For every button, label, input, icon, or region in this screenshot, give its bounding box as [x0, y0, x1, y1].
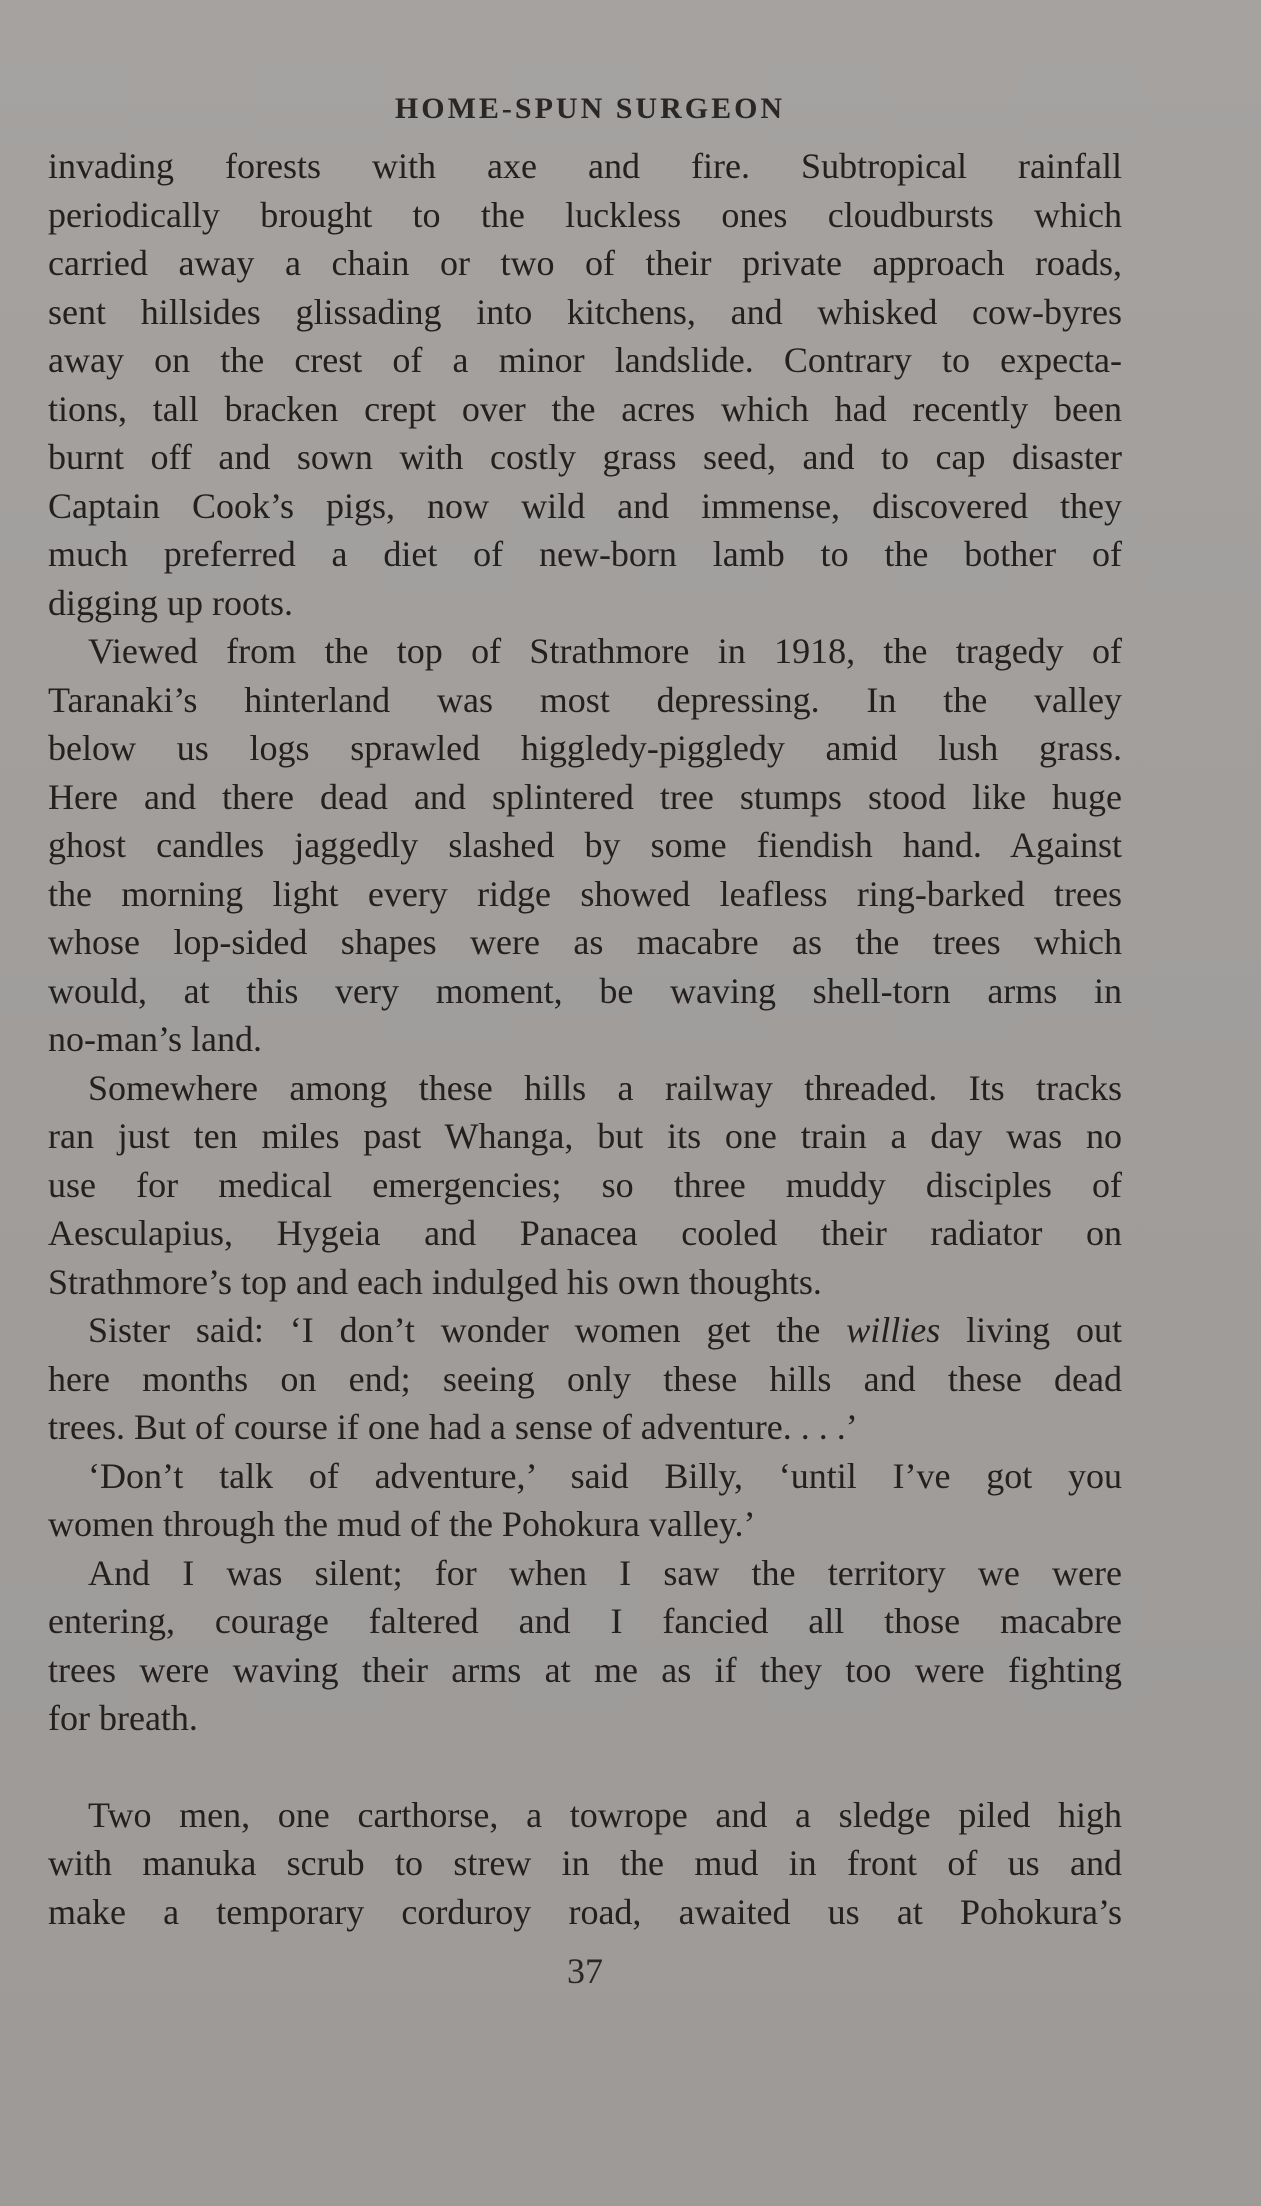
text-line: no-man’s land. — [48, 1019, 262, 1059]
text-line: Captain Cook’s pigs, now wild and immense, discovered they — [48, 485, 1122, 526]
text-line: periodically brought to the luckless ones cloudbursts which — [48, 194, 1122, 235]
emphasis: willies — [846, 1310, 941, 1350]
text-line: women through the mud of the Pohokura valley.’ — [48, 1504, 756, 1544]
text-line: much preferred a diet of new-born lamb to the bother of — [48, 534, 1122, 574]
text-line: the morning light every ridge showed leafless ring-barked trees — [48, 873, 1122, 914]
text-line: below us logs sprawled higgledy-piggledy amid lush grass. — [48, 728, 1122, 768]
text-line: would, at this very moment, be waving shell-torn arms in — [48, 970, 1122, 1011]
text-line: entering, courage faltered and I fancied all those macabre — [48, 1601, 1122, 1641]
text-line: Sister said: ‘I don’t wonder women get the willies living out — [88, 1310, 1122, 1350]
text-line: And I was silent; for when I saw the territory we were — [88, 1552, 1122, 1593]
text-line: Viewed from the top of Strathmore in 1918, the tragedy of — [88, 631, 1122, 671]
text-line: ghost candles jaggedly slashed by some fiendish hand. Against — [48, 825, 1122, 865]
text-line: whose lop-sided shapes were as macabre as the trees which — [48, 922, 1122, 962]
text-line: trees were waving their arms at me as if they too were fighting — [48, 1649, 1122, 1690]
text-line: sent hillsides glissading into kitchens, and whisked cow-byres — [48, 291, 1122, 332]
text-line: tions, tall bracken crept over the acres which had recently been — [48, 388, 1122, 429]
text-line: use for medical emergencies; so three muddy disciples of — [48, 1164, 1122, 1205]
text-line: for breath. — [48, 1698, 198, 1738]
text-line: Taranaki’s hinterland was most depressing. In the valley — [48, 679, 1122, 720]
text-line: trees. But of course if one had a sense of adventure. . . .’ — [48, 1407, 858, 1447]
text-line: burnt off and sown with costly grass seed, and to cap disaster — [48, 437, 1122, 477]
running-head: HOME-SPUN SURGEON — [394, 92, 786, 125]
text-line: with manuka scrub to strew in the mud in front of us and — [48, 1843, 1122, 1883]
text-line: Here and there dead and splintered tree stumps stood like huge — [48, 776, 1122, 817]
text-line: Aesculapius, Hygeia and Panacea cooled their radiator on — [48, 1213, 1122, 1253]
text-line: ‘Don’t talk of adventure,’ said Billy, ‘until I’ve got you — [88, 1455, 1122, 1496]
text-line: ran just ten miles past Whanga, but its one train a day was no — [48, 1116, 1122, 1156]
text-line: away on the crest of a minor landslide. Contrary to expecta- — [48, 340, 1122, 380]
text-line: invading forests with axe and fire. Subtropical rainfall — [48, 146, 1122, 186]
text-line: Strathmore’s top and each indulged his own thoughts. — [48, 1261, 822, 1302]
text-line: digging up roots. — [48, 582, 294, 623]
text-line: here months on end; seeing only these hills and these dead — [48, 1358, 1122, 1399]
text-line: make a temporary corduroy road, awaited us at Pohokura’s — [48, 1891, 1122, 1932]
body-text — [48, 142, 1122, 1936]
text-line: Two men, one carthorse, a towrope and a sledge piled high — [88, 1794, 1122, 1835]
text-line: carried away a chain or two of their private approach roads, — [48, 243, 1122, 283]
text-line: Somewhere among these hills a railway threaded. Its tracks — [88, 1067, 1122, 1108]
page-number: 37 — [567, 1951, 603, 1991]
